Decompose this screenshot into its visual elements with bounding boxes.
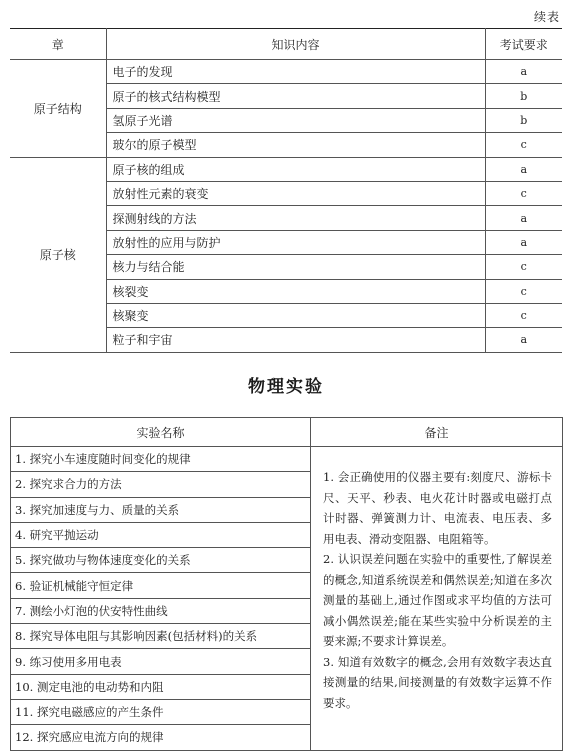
experiment-cell: 9. 练习使用多用电表: [11, 649, 311, 674]
requirement-cell: c: [485, 279, 562, 303]
table-row: [10, 157, 562, 181]
content-cell: 核力与结合能: [106, 255, 485, 279]
content-cell: 原子的核式结构模型: [106, 84, 485, 108]
note-paragraph: 2. 认识误差问题在实验中的重要性,了解误差的概念,知道系统误差和偶然误差;知道在多次测量的基础上,通过作图或求平均值的方法可减小偶然误差;能在某些实验中分析误差的主要来源;不要求计算误差。: [323, 552, 552, 648]
header-experiment-name: 实验名称: [11, 418, 311, 447]
experiment-table: [10, 417, 563, 751]
note-paragraph: 3. 知道有效数字的概念,会用有效数字表达直接测量的结果,间接测量的有效数字运算不作要求。: [323, 654, 552, 710]
requirement-cell: c: [485, 255, 562, 279]
content-cell: 电子的发现: [106, 60, 485, 84]
header-chapter: 章: [10, 29, 106, 60]
requirement-cell: a: [485, 60, 562, 84]
experiment-cell: 12. 探究感应电流方向的规律: [11, 725, 311, 750]
table-header-row: [11, 418, 563, 447]
experiment-cell: 7. 测绘小灯泡的伏安特性曲线: [11, 598, 311, 623]
experiment-cell: 11. 探究电磁感应的产生条件: [11, 699, 311, 724]
requirement-cell: a: [485, 230, 562, 254]
requirement-cell: b: [485, 108, 562, 132]
header-requirement: 考试要求: [485, 29, 562, 60]
notes-cell: [311, 447, 563, 751]
table-row: [11, 447, 563, 472]
header-notes: 备注: [311, 418, 563, 447]
content-cell: 核裂变: [106, 279, 485, 303]
content-cell: 粒子和宇宙: [106, 328, 485, 352]
chapter-cell: 原子结构: [10, 60, 106, 158]
note-paragraph: 1. 会正确使用的仪器主要有:刻度尺、游标卡尺、天平、秒表、电火花计时器或电磁打点计时器、弹簧测力计、电流表、电压表、多用电表、滑动变阻器、电阻箱等。: [323, 470, 552, 546]
requirement-cell: c: [485, 303, 562, 327]
experiment-cell: 2. 探究求合力的方法: [11, 472, 311, 497]
continued-label: 续表: [533, 10, 560, 24]
content-cell: 玻尔的原子模型: [106, 133, 485, 157]
requirement-cell: b: [485, 84, 562, 108]
content-cell: 放射性元素的衰变: [106, 181, 485, 205]
experiment-cell: 8. 探究导体电阻与其影响因素(包括材料)的关系: [11, 624, 311, 649]
experiment-cell: 6. 验证机械能守恒定律: [11, 573, 311, 598]
chapter-cell: 原子核: [10, 157, 106, 352]
content-cell: 核聚变: [106, 303, 485, 327]
requirement-cell: c: [485, 181, 562, 205]
experiment-cell: 3. 探究加速度与力、质量的关系: [11, 497, 311, 522]
content-cell: 原子核的组成: [106, 157, 485, 181]
content-cell: 氢原子光谱: [106, 108, 485, 132]
section-title: 物理实验: [248, 377, 324, 397]
content-cell: 探测射线的方法: [106, 206, 485, 230]
requirement-cell: c: [485, 133, 562, 157]
table-row: [10, 60, 562, 84]
requirement-cell: a: [485, 328, 562, 352]
knowledge-table: [10, 28, 562, 353]
header-content: 知识内容: [106, 29, 485, 60]
experiment-cell: 1. 探究小车速度随时间变化的规律: [11, 447, 311, 472]
experiment-cell: 5. 探究做功与物体速度变化的关系: [11, 548, 311, 573]
requirement-cell: a: [485, 157, 562, 181]
content-cell: 放射性的应用与防护: [106, 230, 485, 254]
requirement-cell: a: [485, 206, 562, 230]
experiment-cell: 4. 研究平抛运动: [11, 522, 311, 547]
table-header-row: [10, 29, 562, 60]
experiment-cell: 10. 测定电池的电动势和内阻: [11, 674, 311, 699]
